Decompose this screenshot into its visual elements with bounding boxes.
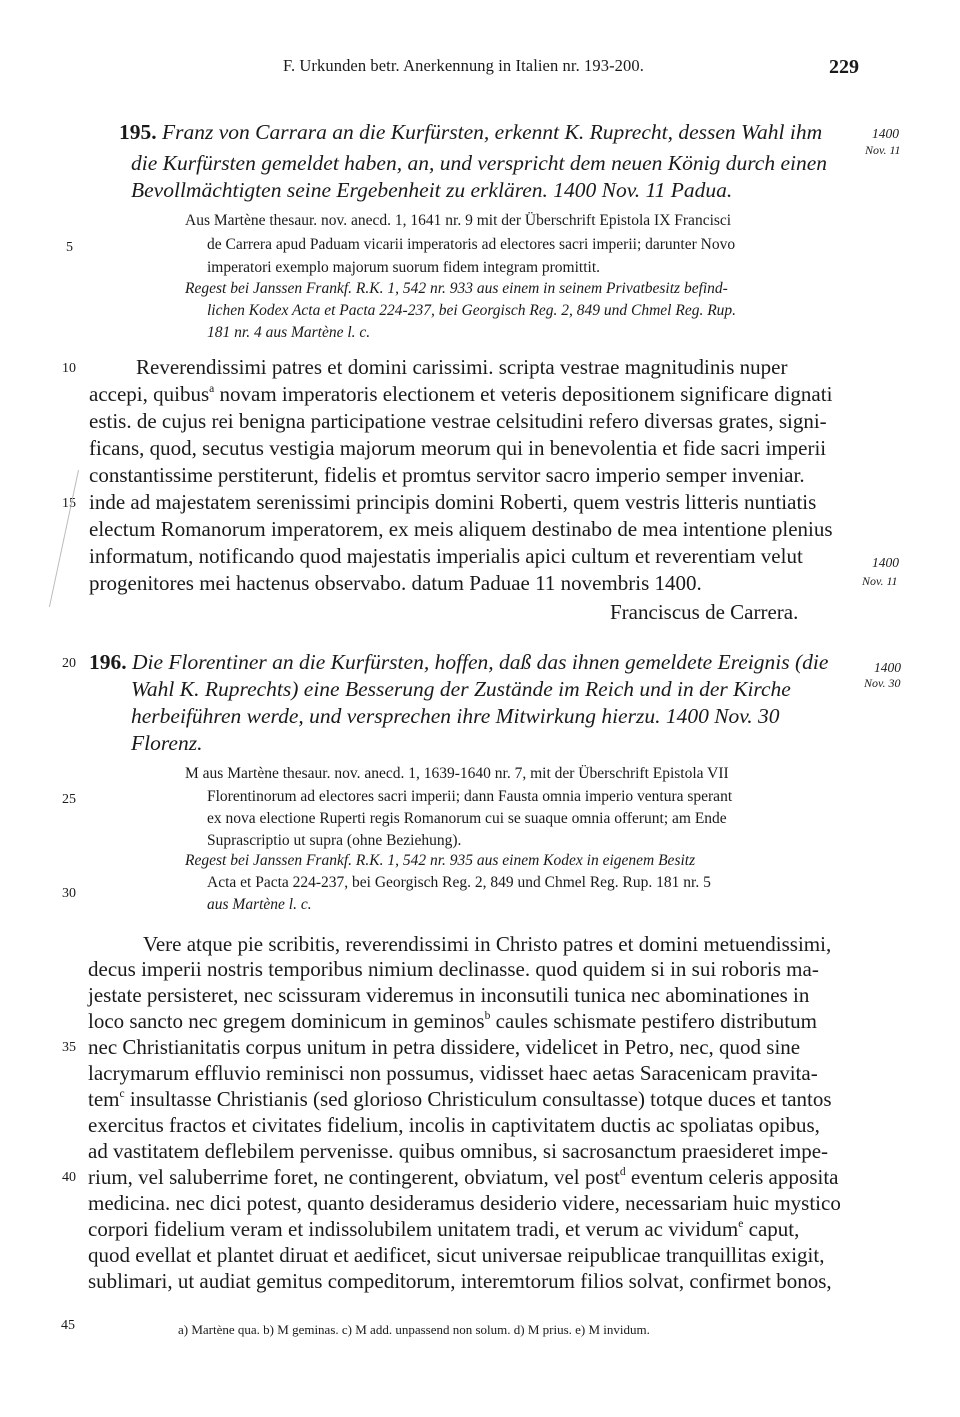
- margin-date-day: Nov. 11: [862, 574, 898, 588]
- doc196-text-line: jestate persisteret, nec scissuram videremus in inconsutili tunica nec abominationes in: [88, 983, 810, 1007]
- footnote-marker: e: [738, 1217, 744, 1230]
- line-number: 35: [62, 1040, 76, 1055]
- doc196-text-line: rium, vel saluberrime foret, ne contingerent, obviatum, vel post$^d$ eventum celeris apposita: [88, 1165, 839, 1189]
- doc195-number: 195.: [119, 120, 157, 144]
- line-number: 30: [62, 886, 76, 901]
- doc196-source-line: Suprascriptio ut supra (ohne Beziehung).: [207, 832, 462, 849]
- doc196-text-line: nec Christianitatis corpus unitum in petra dissidere, videlicet in Petro, nec, quod sine: [88, 1035, 801, 1059]
- doc195-text-line: ficans, quod, secutus vestigia majorum meorum qui in benevolentia et fide sacri imperii: [89, 436, 827, 460]
- doc196-heading-line-2: Wahl K. Ruprechts) eine Besserung der Zustände im Reich und in der Kirche: [131, 677, 791, 701]
- running-header: F. Urkunden betr. Anerkennung in Italien nr. 193-200.: [283, 56, 644, 75]
- doc195-heading-line-3: Bevollmächtigten seine Ergebenheit zu erklären. 1400 Nov. 11 Padua.: [131, 178, 733, 202]
- margin-date-day: Nov. 11: [865, 143, 901, 157]
- doc195-source-line: Aus Martène thesaur. nov. anecd. 1, 1641 nr. 9 mit der Überschrift Epistola IX Francisci: [185, 212, 732, 229]
- doc196-heading-line-4: Florenz.: [131, 731, 203, 755]
- doc196-source-line: Regest bei Janssen Frankf. R.K. 1, 542 nr. 935 aus einem Kodex in eigenem Besitz: [185, 852, 696, 869]
- doc195-text-line: progenitores mei hactenus observabo. datum Paduae 11 novembris 1400.: [89, 571, 702, 595]
- doc195-source-line: de Carrera apud Paduam vicarii imperatoris ad electores sacri imperii; darunter Novo: [207, 236, 736, 253]
- doc196-text-line: Vere atque pie scribitis, reverendissimi in Christo patres et domini metuendissimi,: [143, 932, 832, 956]
- doc195-source-line: Regest bei Janssen Frankf. R.K. 1, 542 nr. 933 aus einem in seinem Privatbesitz befind-: [185, 280, 728, 297]
- doc195-signature: Franciscus de Carrera.: [610, 600, 799, 624]
- line-number: 5: [66, 240, 73, 255]
- doc195-text-line: estis. de cujus rei benigna participatione vestrae celsitudini refero diversas grates, signi-: [89, 409, 827, 433]
- margin-date-day: Nov. 30: [864, 676, 901, 690]
- line-number: 45: [61, 1318, 75, 1333]
- scan-mark: [49, 470, 79, 607]
- doc196-text-line: corpori fidelium veram et indissolubilem unitatem tradi, et verum ac vividum$^e$ caput,: [88, 1217, 800, 1241]
- margin-date-year: 1400: [874, 660, 901, 675]
- line-number: 25: [62, 792, 76, 807]
- doc195-text-line: informatum, notificando quod majestatis imperialis apici cultum et reverentiam velut: [89, 544, 803, 568]
- doc196-heading-line-3: herbeiführen werde, und versprechen ihre Mitwirkung hierzu. 1400 Nov. 30: [131, 704, 780, 728]
- doc196-source-line: M aus Martène thesaur. nov. anecd. 1, 1639-1640 nr. 7, mit der Überschrift Epistola VII: [185, 765, 729, 782]
- line-number: 20: [62, 656, 76, 671]
- doc195-text-line: accepi, quibus$^a$ novam imperatoris electionem et veteris depositionem significare dignati: [89, 382, 833, 406]
- doc195-source-line: lichen Kodex Acta et Pacta 224-237, bei Georgisch Reg. 2, 849 und Chmel Reg. Rup.: [207, 302, 737, 319]
- footnotes: a) Martène qua. b) M geminas. c) M add. unpassend non solum. d) M prius. e) M invidum.: [178, 1322, 650, 1337]
- doc196-text-line: lacrymarum effluvio reminisci non possumus, vidisset haec aetas Saracenicam pravita-: [88, 1061, 818, 1085]
- doc195-source-line: 181 nr. 4 aus Martène l. c.: [207, 324, 371, 341]
- footnote-marker: b: [484, 1009, 491, 1022]
- doc196-source-line: Florentinorum ad electores sacri imperii; dann Fausta omnia imperio ventura sperant: [207, 788, 733, 805]
- doc195-heading-line-1: 195. Franz von Carrara an die Kurfürsten, erkennt K. Ruprecht, dessen Wahl ihm: [119, 120, 823, 144]
- margin-date-year: 1400: [872, 555, 899, 570]
- doc195-heading-line-2: die Kurfürsten gemeldet haben, an, und verspricht dem neuen König durch einen: [131, 151, 828, 175]
- line-number: 10: [62, 361, 76, 376]
- doc196-text-line: decus imperii nostris temporibus nimium declinasse. quod quidem si in sui roboris ma-: [88, 957, 819, 981]
- footnote-marker: c: [119, 1087, 125, 1100]
- doc196-text-line: tem$^c$ insultasse Christianis (sed glorioso Christiculum consultasse) totque duces et tantos: [88, 1087, 832, 1111]
- doc195-source-line: imperatori exemplo majorum suorum fidem integram promittit.: [207, 259, 601, 276]
- doc196-number: 196.: [89, 650, 127, 674]
- doc196-text-line: exercitus fractos et civitates fidelium, incolis in captivitatem ductis ac spoliatas opibus,: [88, 1113, 820, 1137]
- doc196-source-line: Acta et Pacta 224-237, bei Georgisch Reg. 2, 849 und Chmel Reg. Rup. 181 nr. 5: [207, 874, 711, 891]
- doc196-text-line: ad vastitatem deflebilem pervenisse. quibus omnibus, si sacrosanctum praesideret impe-: [88, 1139, 829, 1163]
- page-number: 229: [829, 56, 859, 78]
- margin-date-year: 1400: [872, 126, 899, 141]
- doc195-text-line: electum Romanorum imperatorem, ex meis aliquem destinabo de mea intentione plenius: [89, 517, 833, 541]
- doc195-text-line: constantissime perstiterunt, fidelis et promtus servitor sacro imperio semper inveniar.: [89, 463, 805, 487]
- doc196-text-line: medicina. nec dici potest, quanto desideramus desiderio videre, necessariam huic mystico: [88, 1191, 841, 1215]
- footnote-marker: d: [619, 1165, 626, 1178]
- line-number: 15: [62, 496, 76, 511]
- doc195-text-line: Reverendissimi patres et domini carissimi. scripta vestrae magnitudinis nuper: [136, 355, 788, 379]
- line-number: 40: [62, 1170, 76, 1185]
- footnote-marker: a: [209, 382, 215, 395]
- doc195-text-line: inde ad majestatem serenissimi principis domini Roberti, quem vestris litteris nuntiatis: [89, 490, 817, 514]
- doc196-heading-line-1: 196. Die Florentiner an die Kurfürsten, hoffen, daß das ihnen gemeldete Ereignis (die: [89, 650, 829, 674]
- doc196-text-line: sublimari, ut audiat gemitus compeditorum, interemtorum filios solvat, confirmet bonos,: [88, 1269, 832, 1293]
- doc196-text-line: quod evellat et plantet diruat et aedificet, sicut universae reipublicae tranquillitas exigit,: [88, 1243, 825, 1267]
- doc196-source-line: aus Martène l. c.: [207, 896, 312, 913]
- doc196-source-line: ex nova electione Ruperti regis Romanorum cui se suaque omnia offerunt; am Ende: [207, 810, 727, 827]
- doc196-text-line: loco sancto nec gregem dominicum in geminos$^b$ caules schismate pestifero distributum: [88, 1009, 817, 1033]
